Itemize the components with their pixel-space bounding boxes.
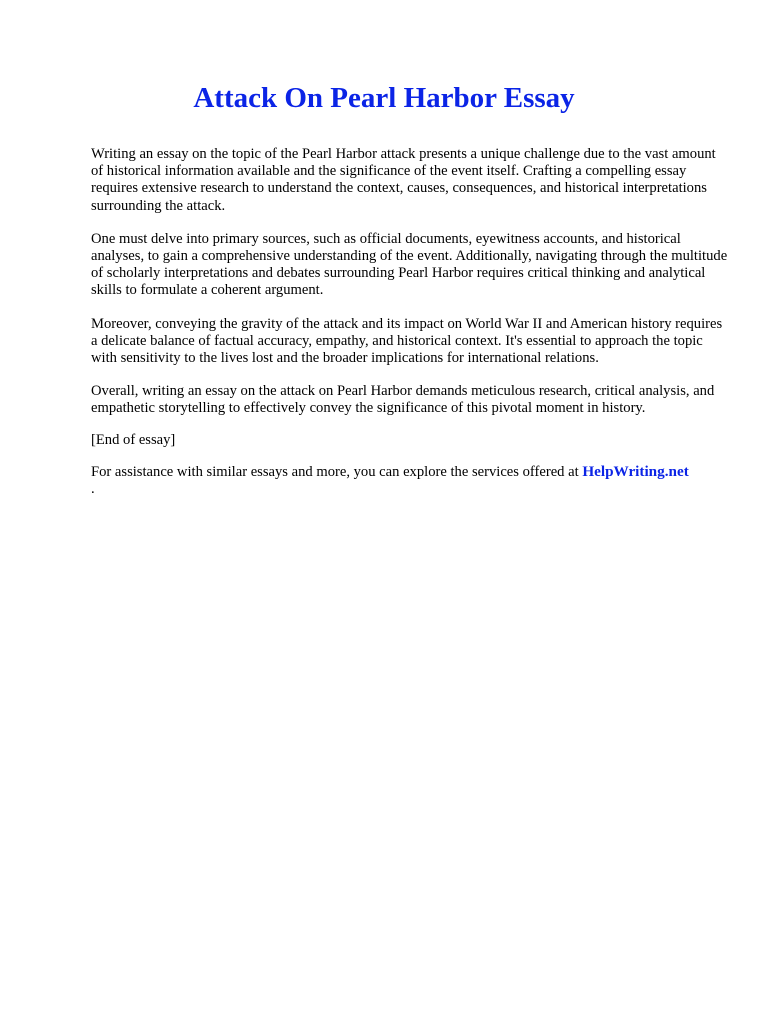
helpwriting-link[interactable]: HelpWriting.net bbox=[582, 462, 689, 480]
paragraph-1: Writing an essay on the topic of the Pearl Harbor attack presents a unique challenge due to the vast amount of historical information available and the significance of the event itself. Crafting a compelling essay requires extensive research to understand the context, causes, consequences, and historical interpretations surrounding the attack. bbox=[91, 146, 716, 214]
document-title: Attack On Pearl Harbor Essay bbox=[193, 82, 575, 114]
footer-paragraph bbox=[91, 463, 731, 498]
document-body bbox=[91, 146, 731, 514]
footer-text: For assistance with similar essays and more, you can explore the services offered at bbox=[91, 463, 583, 480]
paragraph-4: Overall, writing an essay on the attack on Pearl Harbor demands meticulous research, critical analysis, and empathetic storytelling to effectively convey the significance of this pivotal moment in history. bbox=[91, 383, 715, 417]
end-of-essay-note: [End of essay] bbox=[91, 431, 176, 448]
footer-trailing-period: . bbox=[91, 481, 95, 498]
paragraph-3: Moreover, conveying the gravity of the attack and its impact on World War II and American history requires a delicate balance of factual accuracy, empathy, and historical context. It's essential to approach the topic with sensitivity to the lives lost and the broader implications for international relations. bbox=[91, 315, 723, 367]
paragraph-2: One must delve into primary sources, such as official documents, eyewitness accounts, and historical analyses, to gain a comprehensive understanding of the event. Additionally, navigating through the multitude of scholarly interpretations and debates surrounding Pearl Harbor requires critical thinking and analytical skills to formulate a coherent argument. bbox=[91, 230, 728, 299]
